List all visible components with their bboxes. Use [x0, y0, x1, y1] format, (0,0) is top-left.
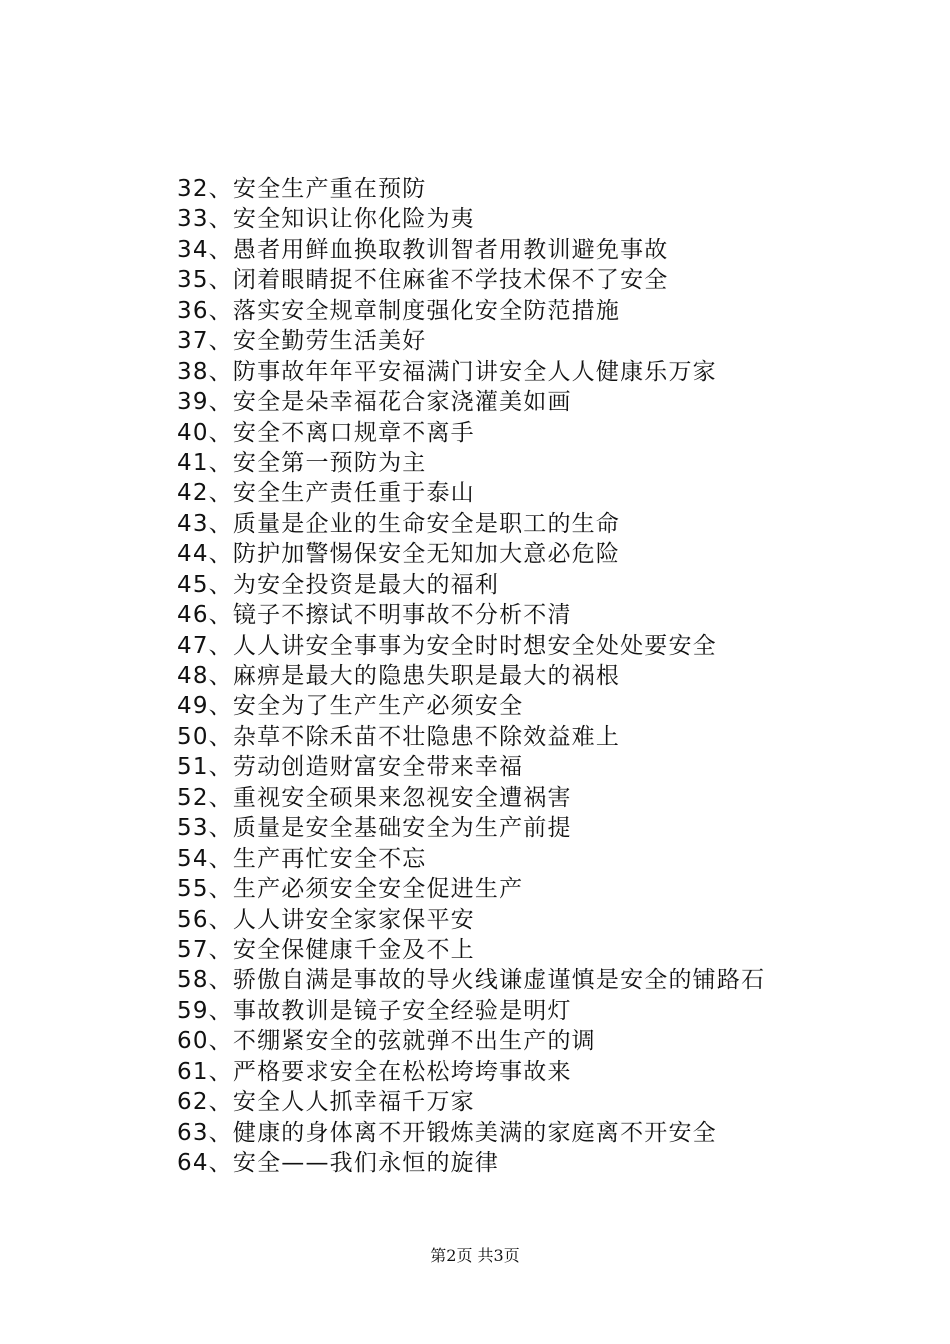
- list-item: 63、健康的身体离不开锻炼美满的家庭离不开安全: [177, 1119, 717, 1146]
- list-item: 37、安全勤劳生活美好: [177, 328, 427, 355]
- list-item: 38、防事故年年平安福满门讲安全人人健康乐万家: [177, 358, 717, 385]
- list-item: 32、安全生产重在预防: [177, 176, 427, 202]
- list-item: 35、闭着眼睛捉不住麻雀不学技术保不了安全: [177, 267, 669, 294]
- list-item: 46、镜子不擦试不明事故不分析不清: [177, 602, 572, 629]
- list-item: 47、人人讲安全事事为安全时时想安全处处要安全: [177, 632, 717, 659]
- list-item: 55、生产必须安全安全促进生产: [177, 876, 524, 903]
- list-item: 40、安全不离口规章不离手: [177, 419, 475, 446]
- list-item: 57、安全保健康千金及不上: [177, 936, 475, 963]
- list-item: 58、骄傲自满是事故的导火线谦虚谨慎是安全的铺路石: [177, 967, 766, 994]
- list-item: 52、重视安全硕果来忽视安全遭祸害: [177, 784, 572, 811]
- list-item: 60、不绷紧安全的弦就弹不出生产的调: [177, 1028, 596, 1055]
- list-item: 59、事故教训是镜子安全经验是明灯: [177, 997, 572, 1024]
- list-item: 56、人人讲安全家家保平安: [177, 906, 475, 933]
- list-item: 53、质量是安全基础安全为生产前提: [177, 815, 572, 842]
- list-item: 44、防护加警惕保安全无知加大意必危险: [177, 541, 621, 568]
- list-item: 33、安全知识让你化险为夷: [177, 206, 475, 233]
- slogan-list: [177, 174, 765, 1178]
- list-item: 42、安全生产责任重于泰山: [177, 480, 475, 507]
- list-item: 34、愚者用鲜血换取教训智者用教训避免事故: [177, 236, 669, 263]
- list-item: 64、安全——我们永恒的旋律: [177, 1150, 500, 1176]
- list-item: 61、严格要求安全在松松垮垮事故来: [177, 1058, 572, 1085]
- list-item: 62、安全人人抓幸福千万家: [177, 1089, 475, 1116]
- list-item: 45、为安全投资是最大的福利: [177, 571, 500, 598]
- list-item: 48、麻痹是最大的隐患失职是最大的祸根: [177, 663, 621, 689]
- list-item: 49、安全为了生产生产必须安全: [177, 693, 524, 720]
- list-item: 39、安全是朵幸福花合家浇灌美如画: [177, 389, 572, 416]
- list-item: 51、劳动创造财富安全带来幸福: [177, 754, 524, 781]
- list-item: 41、安全第一预防为主: [177, 449, 427, 476]
- page-footer: 第2页 共3页: [430, 1246, 520, 1265]
- list-item: 54、生产再忙安全不忘: [177, 845, 427, 872]
- list-item: 43、质量是企业的生命安全是职工的生命: [177, 510, 621, 537]
- list-item: 50、杂草不除禾苗不壮隐患不除效益难上: [177, 723, 621, 750]
- list-item: 36、落实安全规章制度强化安全防范措施: [177, 297, 621, 324]
